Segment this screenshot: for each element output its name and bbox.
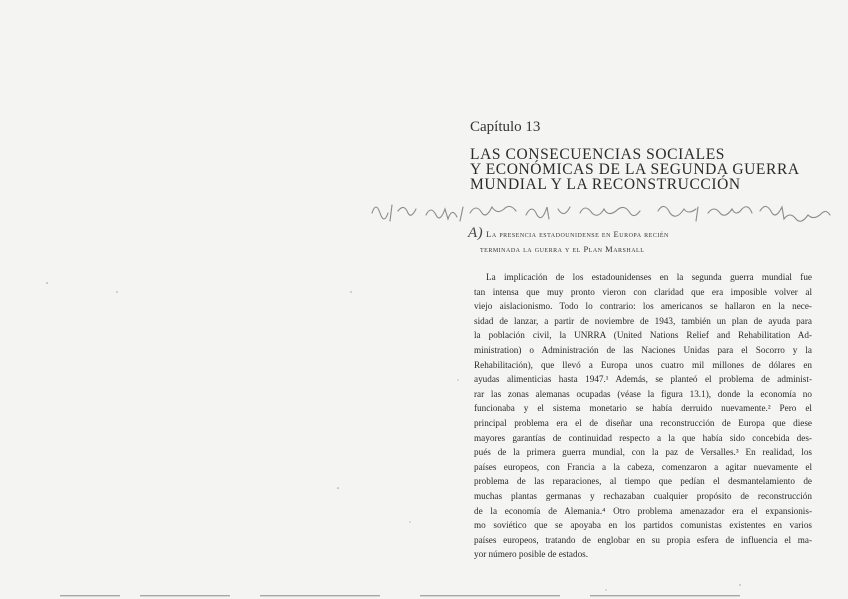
text-line: Rehabilitación), que llevó a Europa unos cuatro mil millones de dólares en [474,359,812,370]
text-line: principal problema era el de diseñar una reconstrucción de Europa que diese [474,417,812,428]
text-line: pués de la primera guerra mundial, con la paz de Versalles.³ En realidad, los [474,447,812,458]
text-line: la población civil, la UNRRA (United Nations Relief and Rehabilitation Ad- [474,330,812,341]
chapter-title-line: LAS CONSECUENCIAS SOCIALES [470,146,726,163]
chapter-title-line: Y ECONÓMICAS DE LA SEGUNDA GUERRA [470,161,800,178]
text-line: países europeos, tratando de englobar en su propia esfera de influencia el ma- [474,534,812,545]
section-heading-line: La presencia estadounidense en Europa recién [486,229,669,239]
text-line: de la economía de Alemania.⁴ Otro problema amenazador era el expansionis- [474,505,812,516]
text-line: yor número posible de estados. [474,549,589,560]
text-line: ministration) o Administración de las Naciones Unidas para el Socorro y la [474,344,812,355]
text-line: viejo aislacionismo. Todo lo contrario: los americanos se hallaron en la nece- [474,301,812,312]
text-line: ayudas alimenticias hasta 1947.¹ Además, se planteó el problema de administ- [474,374,812,385]
chapter-title-line: MUNDIAL Y LA RECONSTRUCCIÓN [470,176,741,193]
text-line: países europeos, con Francia a la cabeza, comenzaron a agitar nuevamente el [474,461,812,472]
text-line: mayores garantías de continuidad respecto a la que había sido concebida des- [474,432,812,443]
section-heading-line: terminada la guerra y el Plan Marshall [480,244,645,254]
section-mark: A) [468,225,484,241]
text-line: La implicación de los estadounidenses en la segunda guerra mundial fue [486,272,812,282]
text-line: tan intensa que muy pronto vieron con claridad que era imposible volver al [474,286,812,297]
text-line: problema de las reparaciones, al tiempo que pedían el desmantelamiento de [474,476,812,487]
text-line: rar las zonas alemanas ocupadas (véase la figura 13.1), donde la economía no [474,388,812,399]
text-line: sidad de lanzar, a partir de noviembre de 1943, también un plan de ayuda para [474,315,812,326]
text-line: funcionaba y el sistema monetario se había derruido nuevamente.² Pero el [474,403,812,414]
chapter-label: Capítulo 13 [470,119,541,135]
text-line: mo soviético que se apoyaba en los partidos comunistas existentes en varios [474,520,812,531]
text-line: muchas plantas germanas y rechazaban cualquier propósito de reconstrucción [474,490,812,501]
